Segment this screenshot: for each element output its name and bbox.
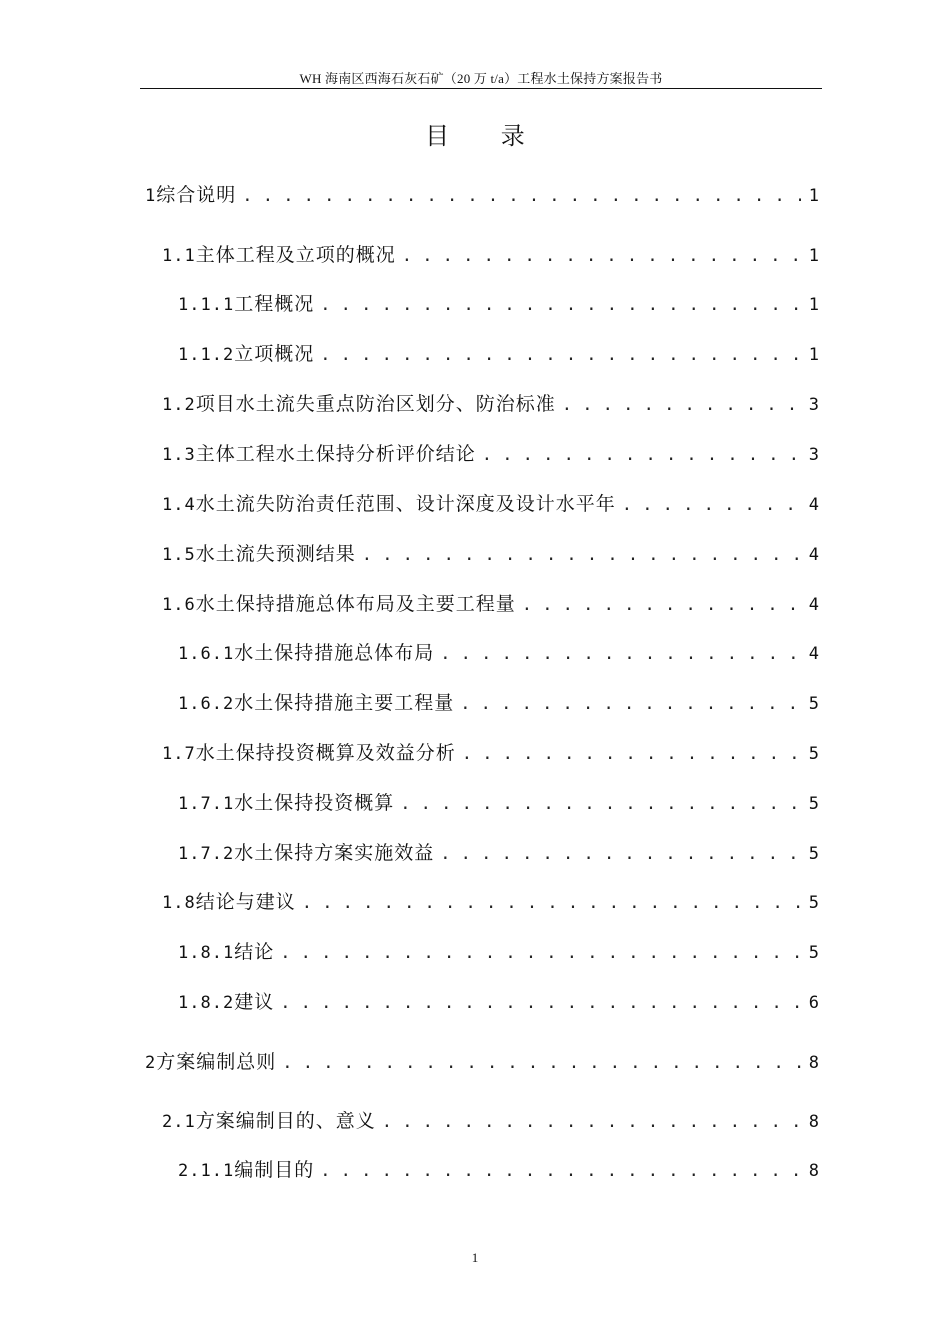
toc-entry-title: 水土保持方案实施效益 (234, 842, 435, 864)
toc-entry-page: 1 (808, 295, 819, 315)
toc-dot-leader (320, 1158, 801, 1184)
toc-dot-leader (382, 1109, 801, 1135)
toc-dot-leader (440, 841, 801, 867)
toc-entry-title: 主体工程及立项的概况 (195, 244, 396, 266)
toc-entry-page: 1 (808, 186, 819, 206)
toc-entry-page: 5 (808, 844, 819, 864)
toc-entry-number: 1.1.2 (178, 345, 235, 365)
toc-entry[interactable] (162, 1108, 819, 1134)
toc-dot-leader (320, 342, 801, 368)
toc-entry-page: 5 (808, 744, 819, 764)
toc-entry-page: 8 (808, 1161, 819, 1181)
toc-entry-number: 1.5 (162, 545, 196, 565)
toc-entry-page: 4 (808, 595, 819, 615)
toc-entry-number: 1 (145, 186, 157, 206)
toc-entry-page: 1 (808, 345, 819, 365)
toc-dot-leader (302, 890, 801, 916)
toc-entry-number: 1.8 (162, 893, 196, 913)
toc-entry-number: 1.3 (162, 445, 196, 465)
toc-entry-title: 水土流失防治责任范围、设计深度及设计水平年 (195, 493, 616, 515)
toc-entry-title: 结论 (234, 941, 275, 963)
toc-entry-title: 项目水土流失重点防治区划分、防治标准 (195, 393, 556, 415)
toc-entry[interactable] (178, 840, 819, 866)
toc-entry-number: 1.2 (162, 395, 196, 415)
toc-entry-page: 8 (808, 1053, 819, 1073)
toc-dot-leader (440, 641, 801, 667)
running-header: WH 海南区西海石灰石矿（20 万 t/a）工程水土保持方案报告书 (299, 71, 663, 86)
toc-entry-page: 6 (808, 993, 819, 1013)
header-divider (140, 88, 822, 89)
toc-entry-title: 结论与建议 (195, 891, 296, 913)
toc-entry-page: 4 (808, 545, 819, 565)
toc-entry-title: 立项概况 (234, 343, 315, 365)
toc-dot-leader (460, 691, 801, 717)
toc-dot-leader (362, 542, 801, 568)
toc-entry-number: 1.6.2 (178, 694, 235, 714)
toc-entry-title: 建议 (234, 991, 275, 1013)
toc-title: 目 录 (425, 122, 547, 150)
toc-dot-leader (280, 990, 801, 1016)
toc-entry[interactable] (178, 341, 819, 367)
toc-dot-leader (282, 1050, 800, 1076)
toc-dot-leader (622, 492, 801, 518)
toc-entry-number: 2.1.1 (178, 1161, 235, 1181)
toc-dot-leader (562, 392, 801, 418)
toc-entry-page: 4 (808, 495, 819, 515)
toc-entry-title: 方案编制目的、意义 (195, 1110, 376, 1132)
toc-entry-number: 1.7.1 (178, 794, 235, 814)
toc-entry-title: 方案编制总则 (156, 1051, 277, 1073)
toc-entry[interactable] (162, 391, 819, 417)
toc-entry-number: 1.7.2 (178, 844, 235, 864)
toc-entry[interactable] (162, 889, 819, 915)
toc-entry-page: 5 (808, 694, 819, 714)
toc-entry[interactable] (162, 541, 819, 567)
toc-entry-title: 水土保持措施总体布局 (234, 642, 435, 664)
toc-entry-page: 3 (808, 395, 819, 415)
toc-entry-number: 1.8.2 (178, 993, 235, 1013)
toc-entry-title: 水土保持投资概算 (234, 792, 395, 814)
toc-entry-page: 5 (808, 794, 819, 814)
toc-entry-title: 主体工程水土保持分析评价结论 (195, 443, 476, 465)
toc-entry-number: 1.1.1 (178, 295, 235, 315)
toc-dot-leader (462, 741, 801, 767)
toc-entry-number: 1.7 (162, 744, 196, 764)
toc-entry-number: 1.4 (162, 495, 196, 515)
toc-entry[interactable] (162, 591, 819, 617)
toc-entry-number: 2.1 (162, 1112, 196, 1132)
toc-entry[interactable] (162, 491, 819, 517)
toc-entry[interactable] (162, 441, 819, 467)
toc-entry-title: 水土保持措施总体布局及主要工程量 (195, 593, 516, 615)
toc-entry-page: 1 (808, 246, 819, 266)
toc-entry-title: 水土流失预测结果 (195, 543, 356, 565)
toc-entry-page: 5 (808, 943, 819, 963)
toc-dot-leader (280, 940, 801, 966)
toc-entry-number: 1.8.1 (178, 943, 235, 963)
toc-entry-title: 工程概况 (234, 293, 315, 315)
toc-dot-leader (242, 183, 800, 209)
toc-entry-number: 1.6.1 (178, 644, 235, 664)
toc-entry-page: 3 (808, 445, 819, 465)
toc-entry[interactable] (178, 939, 819, 965)
toc-entry[interactable] (145, 1049, 819, 1075)
toc-entry-number: 1.1 (162, 246, 196, 266)
toc-entry-title: 综合说明 (156, 184, 237, 206)
toc-entry[interactable] (162, 242, 819, 268)
toc-entry[interactable] (178, 690, 819, 716)
toc-entry-page: 8 (808, 1112, 819, 1132)
toc-dot-leader (482, 442, 801, 468)
toc-entry[interactable] (178, 989, 819, 1015)
toc-entry-title: 水土保持投资概算及效益分析 (195, 742, 456, 764)
toc-entry-number: 2 (145, 1053, 157, 1073)
toc-entry-title: 水土保持措施主要工程量 (234, 692, 455, 714)
page-number: 1 (471, 1250, 479, 1265)
toc-entry[interactable] (178, 1157, 819, 1183)
toc-dot-leader (402, 243, 801, 269)
toc-entry-page: 5 (808, 893, 819, 913)
toc-entry[interactable] (178, 790, 819, 816)
toc-dot-leader (320, 292, 801, 318)
toc-entry-number: 1.6 (162, 595, 196, 615)
toc-dot-leader (400, 791, 801, 817)
toc-entry[interactable] (145, 182, 819, 208)
toc-entry-title: 编制目的 (234, 1159, 315, 1181)
toc-entry[interactable] (178, 640, 819, 666)
toc-dot-leader (522, 592, 801, 618)
toc-entry[interactable] (162, 740, 819, 766)
toc-entry[interactable] (178, 291, 819, 317)
toc-entry-page: 4 (808, 644, 819, 664)
